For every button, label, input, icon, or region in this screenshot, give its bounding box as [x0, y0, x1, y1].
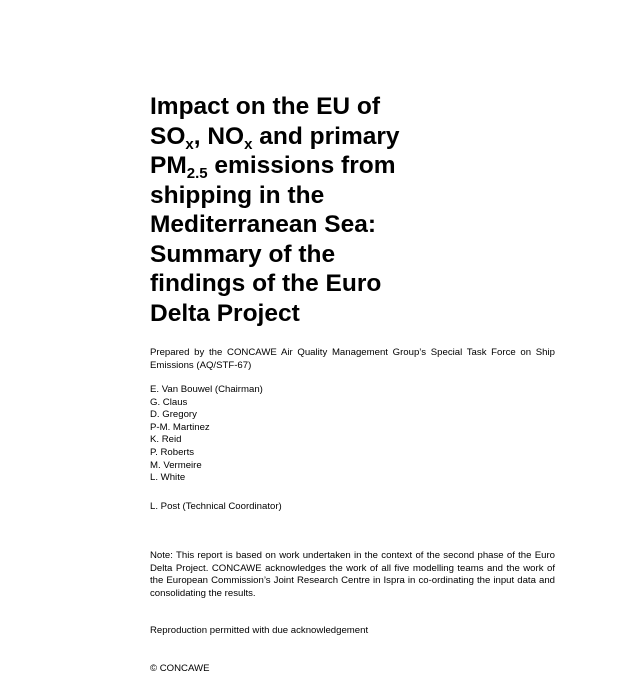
title-pm: PM [150, 152, 187, 179]
title-line-1: Impact on the EU of [150, 93, 381, 120]
author-item: L. White [150, 472, 186, 484]
title-emissions-from: emissions from [207, 152, 396, 179]
copyright-notice: © CONCAWE [150, 663, 210, 674]
author-item: M. Vermeire [150, 459, 202, 471]
document-title [150, 92, 570, 328]
title-line-7: findings of the Euro [150, 270, 382, 297]
title-pm-subscript: 2.5 [186, 165, 208, 182]
title-so-subscript: x [185, 135, 194, 153]
author-item: P-M. Martinez [150, 421, 210, 433]
author-list [150, 384, 450, 485]
prepared-by-statement: Prepared by the CONCAWE Air Quality Management Group’s Special Task Force on Ship Emissions (AQ/STF-67) [150, 347, 555, 371]
technical-coordinator: L. Post (Technical Coordinator) [150, 501, 282, 512]
title-and-primary: and primary [252, 122, 400, 150]
title-no-subscript: x [244, 135, 253, 153]
title-line-2 [150, 122, 570, 152]
author-item: K. Reid [150, 434, 182, 446]
title-line-8: Delta Project [150, 299, 300, 327]
reproduction-notice: Reproduction permitted with due acknowledgement [150, 625, 369, 636]
author-item: D. Gregory [150, 409, 197, 421]
report-note: Note: This report is based on work undertaken in the context of the second phase of the Euro Delta Project. CONCAWE acknowledges the work of all five modelling teams and the work of the European Commission’s Joint Research Centre in Ispra in co-ordinating the input data and consolidating the results. [150, 550, 555, 599]
title-line-6: Summary of the [150, 240, 336, 268]
title-line-5: Mediterranean Sea: [150, 211, 377, 238]
title-so: SO [150, 122, 186, 150]
title-line-3 [150, 151, 570, 181]
author-item: G. Claus [150, 396, 188, 408]
title-no: , NO [193, 122, 245, 150]
author-item: E. Van Bouwel (Chairman) [150, 384, 263, 395]
title-line-4: shipping in the [150, 181, 325, 209]
author-item: P. Roberts [150, 446, 195, 458]
